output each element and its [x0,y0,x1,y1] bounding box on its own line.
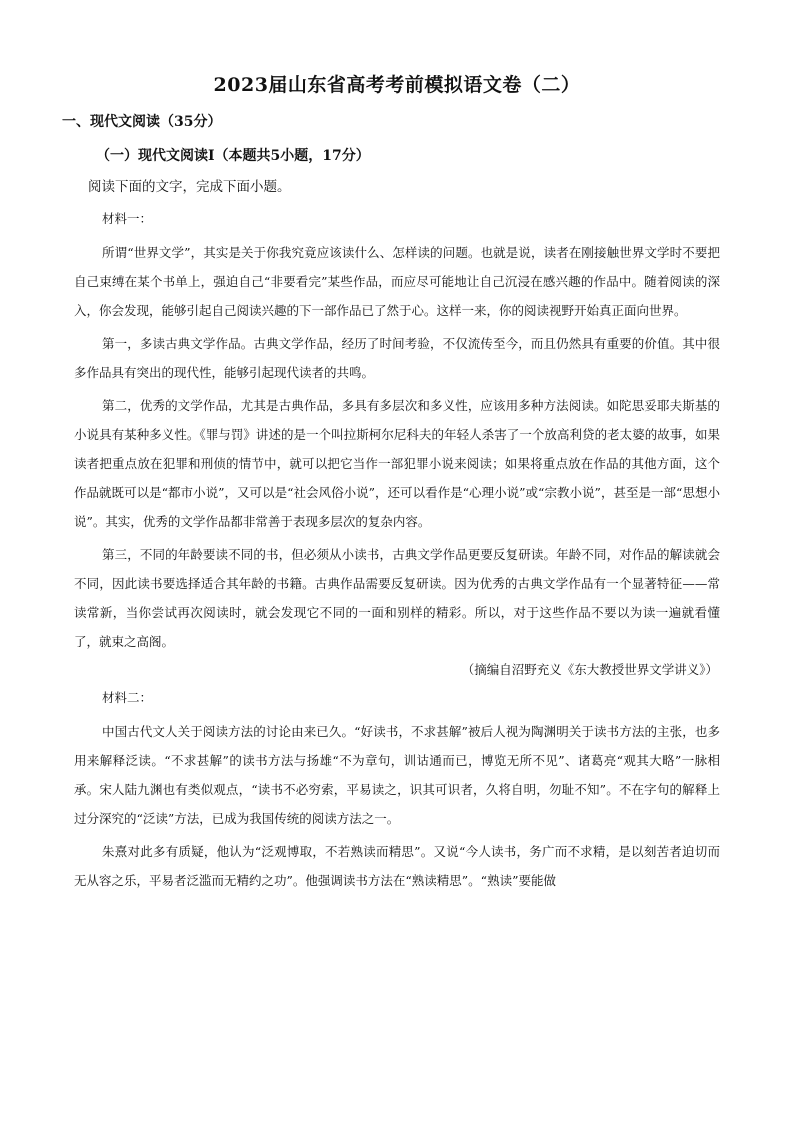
material-one-paragraph-4: 第三，不同的年龄要读不同的书，但必须从小读书，古典文学作品更要反复研读。年龄不同，对作品的解读就会不同，因此读书要选择适合其年龄的书籍。古典作品需要反复研读。因为优秀的古典文学作品有一个显著特征——常读常新，当你尝试再次阅读时，就会发现它不同的一面和别样的精彩。所以，对于这些作品不要以为读一遍就看懂了，就束之高阁。 [74,547,720,649]
reading-instruction: 阅读下面的文字，完成下面小题。 [88,179,291,195]
material-two-paragraph-2: 朱熹对此多有质疑，他认为“泛观博取，不若熟读而精思”。又说“今人读书，务广而不求精，是以刻苦者迫切而无从容之乐，平易者泛滥而无精约之功”。他强调读书方法在“熟读精思”。“熟读”要能做 [74,844,720,888]
material-two-paragraph-1: 中国古代文人关于阅读方法的讨论由来已久。“好读书，不求甚解”被后人视为陶渊明关于读书方法的主张，也多用来解释泛读。“不求甚解”的读书方法与扬雄“不为章句，训诂通而已，博览无所不见”、诸葛亮“观其大略”一脉相承。宋人陆九渊也有类似观点，“读书不必穷索，平易读之，识其可识者，久将自明，勿耻不知”。不在字句的解释上过分深究的“泛读”方法，已成为我国传统的阅读方法之一。 [74,724,720,826]
material-two-label: 材料二： [102,690,153,705]
material-one-paragraph-3: 第二，优秀的文学作品，尤其是古典作品，多具有多层次和多义性，应该用多种方法阅读。如陀思妥耶夫斯基的小说具有某种多义性。《罪与罚》讲述的是一个叫拉斯柯尔尼科夫的年轻人杀害了一个放高利贷的老太婆的故事，如果读者把重点放在犯罪和刑侦的情节中，就可以把它当作一部犯罪小说来阅读；如果将重点放在作品的其他方面，这个作品就既可以是“都市小说”，又可以是“社会风俗小说”，还可以看作是“心理小说”或“宗教小说”，甚至是一部“思想小说”。其实，优秀的文学作品都非常善于表现多层次的复杂内容。 [74,398,720,529]
exam-title: 2023届山东省高考考前模拟语文卷（二） [213,74,581,96]
material-one-label: 材料一： [102,211,153,226]
material-one-paragraph-2: 第一，多读古典文学作品。古典文学作品，经历了时间考验，不仅流传至今，而且仍然具有重要的价值。其中很多作品具有突出的现代性，能够引起现代读者的共鸣。 [74,336,720,380]
section-heading: 一、现代文阅读（35分） [62,114,222,130]
material-one-source: （摘编自沼野充义《东大教授世界文学讲义》） [461,662,718,677]
subsection-heading: （一）现代文阅读Ⅰ（本题共5小题，17分） [96,148,370,164]
material-one-paragraph-1: 所谓“世界文学”，其实是关于你我究竟应该读什么、怎样读的问题。也就是说，读者在刚接触世界文学时不要把自己束缚在某个书单上，强迫自己“非要看完”某些作品，而应尽可能地让自己沉浸在感兴趣的作品中。随着阅读的深入，你会发现，能够引起自己阅读兴趣的下一部作品已了然于心。这样一来，你的阅读视野开始真正面向世界。 [74,245,720,318]
